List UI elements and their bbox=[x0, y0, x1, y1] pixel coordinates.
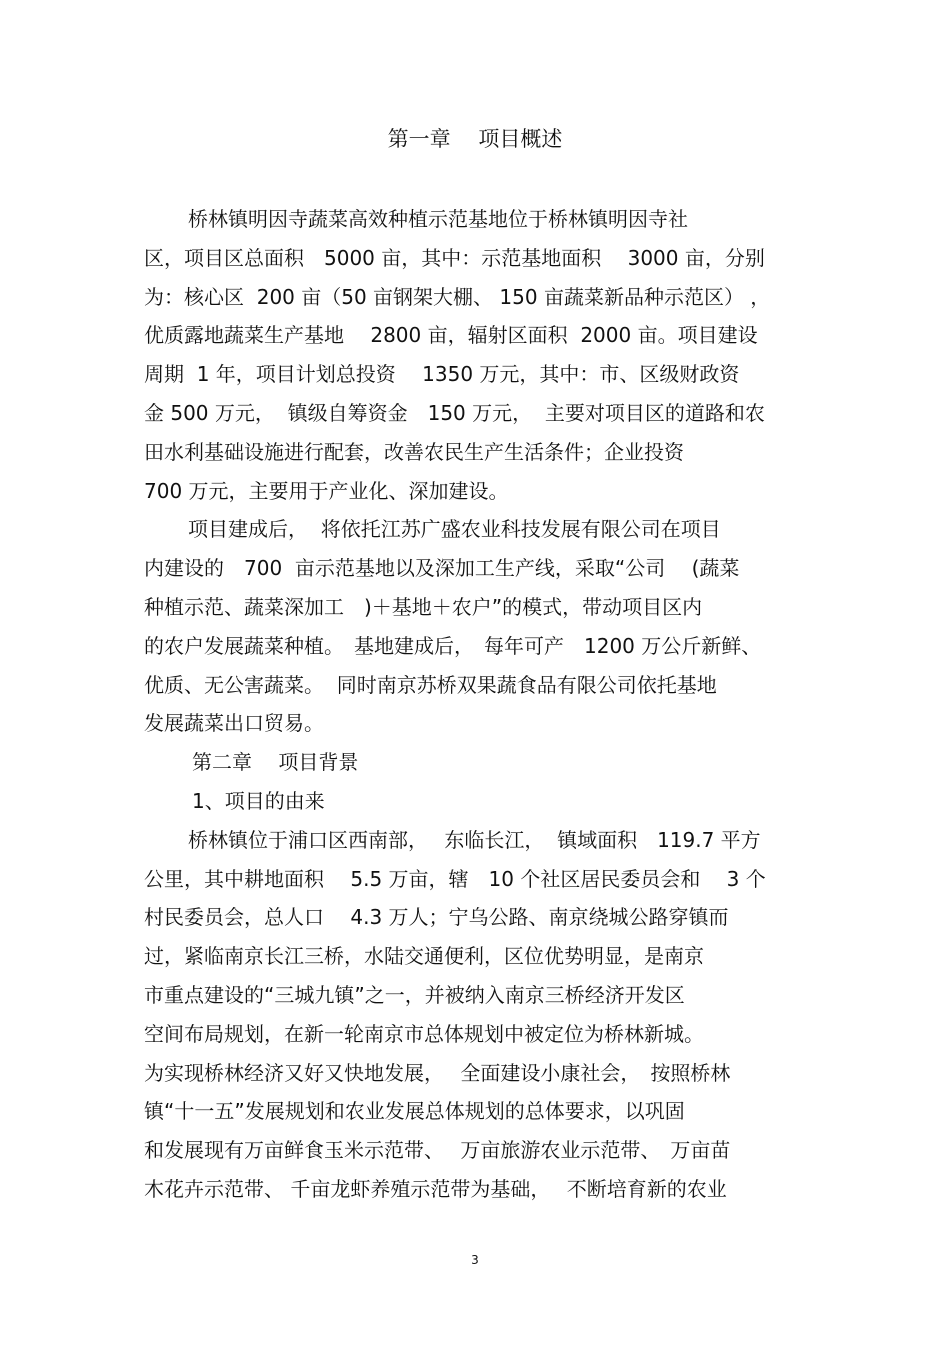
text-line: 优质露地蔬菜生产基地 2800 亩，辐射区面积 2000 亩。项目建设 bbox=[144, 323, 758, 348]
text-line: 优质、无公害蔬菜。 同时南京苏桥双果蔬食品有限公司依托基地 bbox=[144, 672, 717, 697]
text-line: 内建设的 700 亩示范基地以及深加工生产线，采取“公司 (蔬菜 bbox=[144, 556, 740, 581]
text-line: 发展蔬菜出口贸易。 bbox=[144, 711, 324, 736]
text-line: 木花卉示范带、 千亩龙虾养殖示范带为基础， 不断培育新的农业 bbox=[144, 1176, 727, 1201]
text-line: 田水利基础设施进行配套，改善农民生产生活条件；企业投资 bbox=[144, 439, 684, 464]
text-line: 的农户发展蔬菜种植。 基地建成后， 每年可产 1200 万公斤新鲜、 bbox=[144, 633, 762, 658]
text-line: 区，项目区总面积 5000 亩，其中：示范基地面积 3000 亩，分别 bbox=[144, 245, 765, 270]
text-line: 空间布局规划，在新一轮南京市总体规划中被定位为桥林新城。 bbox=[144, 1021, 704, 1046]
subsection-heading: 1、项目的由来 bbox=[192, 788, 325, 813]
text-line: 过，紧临南京长江三桥，水陆交通便利，区位优势明显，是南京 bbox=[144, 944, 704, 969]
text-line: 700 万元，主要用于产业化、深加建设。 bbox=[144, 478, 509, 503]
text-line: 种植示范、蔬菜深加工 )＋基地＋农户”的模式，带动项目区内 bbox=[144, 594, 703, 619]
chapter-title: 第一章 项目概述 bbox=[387, 127, 563, 151]
text-line: 镇“十一五”发展规划和农业发展总体规划的总体要求，以巩固 bbox=[144, 1099, 685, 1124]
text-line: 村民委员会，总人口 4.3 万人；宁乌公路、南京绕城公路穿镇而 bbox=[144, 905, 729, 930]
text-line: 金 500 万元， 镇级自筹资金 150 万元， 主要对项目区的道路和农 bbox=[144, 400, 765, 425]
section-heading: 第二章 项目背景 bbox=[192, 750, 359, 775]
text-line: 公里，其中耕地面积 5.5 万亩，辖 10 个社区居民委员会和 3 个 bbox=[144, 866, 766, 891]
text-line: 市重点建设的“三城九镇”之一，并被纳入南京三桥经济开发区 bbox=[144, 982, 685, 1007]
text-line: 桥林镇明因寺蔬菜高效种植示范基地位于桥林镇明因寺社 bbox=[188, 207, 688, 231]
text-line: 为实现桥林经济又好又快地发展， 全面建设小康社会， 按照桥林 bbox=[144, 1060, 731, 1085]
text-line: 周期 1 年，项目计划总投资 1350 万元，其中：市、区级财政资 bbox=[144, 362, 740, 387]
text-line: 桥林镇位于浦口区西南部， 东临长江， 镇域面积 119.7 平方 bbox=[188, 827, 761, 852]
page-number: 3 bbox=[471, 1253, 479, 1267]
text-line: 为：核心区 200 亩（50 亩钢架大棚、 150 亩蔬菜新品种示范区） ， bbox=[144, 284, 771, 309]
text-line: 和发展现有万亩鲜食玉米示范带、 万亩旅游农业示范带、 万亩苗 bbox=[144, 1138, 731, 1163]
text-line: 项目建成后， 将依托江苏广盛农业科技发展有限公司在项目 bbox=[188, 517, 721, 542]
body-text bbox=[144, 200, 824, 1209]
